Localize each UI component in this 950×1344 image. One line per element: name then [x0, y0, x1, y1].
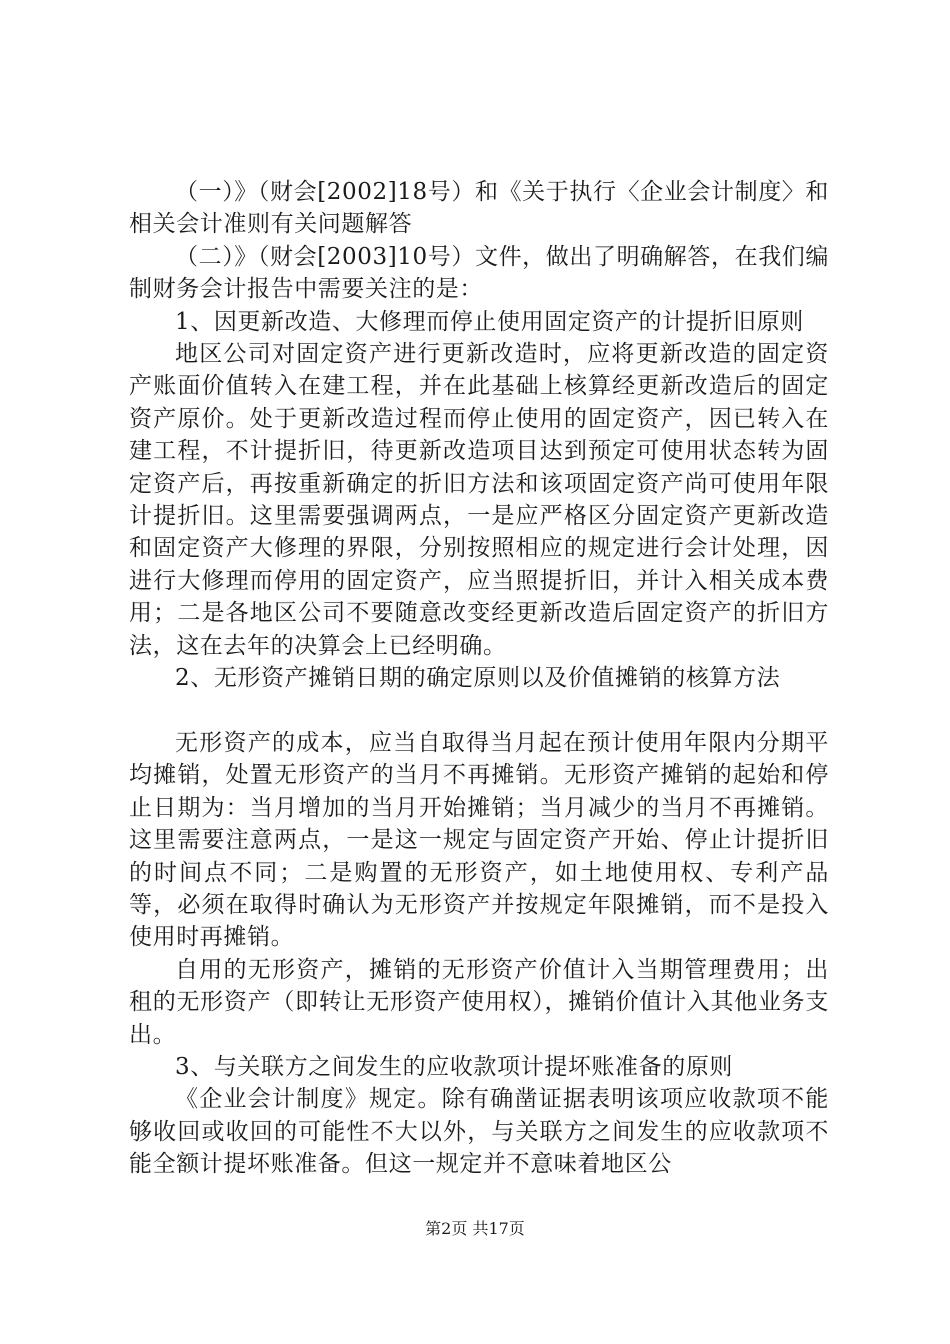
section-heading-3: 3、与关联方之间发生的应收款项计提坏账准备的原则 — [175, 1053, 734, 1080]
paragraph-fixed-assets: 地区公司对固定资产进行更新改造时，应将更新改造的固定资产账面价值转入在建工程，并在此基础上核算经更新改造后的固定资产原价。处于更新改造过程而停止使用的固定资产，因已转入在建工程，不计提折旧，待更新改造项目达到预定可使用状态转为固定资产后，再按重新确定的折旧方法和该项固定资产尚可使用年限计提折旧。这里需要强调两点，一是应严格区分固定资产更新改造和固定资产大修理的界限，分别按照相应的规定进行会计处理，因进行大修理而停用的固定资产，应当照提折旧，并计入相关成本费用；二是各地区公司不要随意改变经更新改造后固定资产的折旧方法，这在去年的决算会上已经明确。 — [129, 341, 829, 659]
paragraph-intangible-assets: 无形资产的成本，应当自取得当月起在预计使用年限内分期平均摊销，处置无形资产的当月不再摊销。无形资产摊销的起始和停止日期为：当月增加的当月开始摊销；当月减少的当月不再摊销。这里需要注意两点，一是这一规定与固定资产开始、停止计提折旧的时间点不同；二是购置的无形资产，如土地使用权、专利产品等，必须在取得时确认为无形资产并按规定年限摊销，而不是投入使用时再摊销。 — [129, 729, 829, 951]
document-body — [129, 176, 829, 1181]
blank-line — [129, 695, 829, 727]
paragraph-intro-2: （二）》（财会[2003]10号）文件，做出了明确解答，在我们编制财务会计报告中需要关注的是： — [129, 243, 829, 303]
section-heading-1: 1、因更新改造、大修理而停止使用固定资产的计提折旧原则 — [175, 308, 804, 335]
paragraph-intro-1: （一）》（财会[2002]18号）和《关于执行〈企业会计制度〉和相关会计准则有关问题解答 — [129, 179, 829, 238]
section-heading-2: 2、无形资产摊销日期的确定原则以及价值摊销的核算方法 — [175, 665, 781, 692]
paragraph-amortization-expense: 自用的无形资产，摊销的无形资产价值计入当期管理费用；出租的无形资产（即转让无形资产使用权），摊销价值计入其他业务支出。 — [129, 956, 829, 1048]
page-number-footer: 第2页 共17页 — [425, 1219, 525, 1238]
paragraph-related-party: 《企业会计制度》规定。除有确凿证据表明该项应收款项不能够收回或收回的可能性不大以外，与关联方之间发生的应收款项不能全额计提坏账准备。但这一规定并不意味着地区公 — [129, 1086, 829, 1178]
